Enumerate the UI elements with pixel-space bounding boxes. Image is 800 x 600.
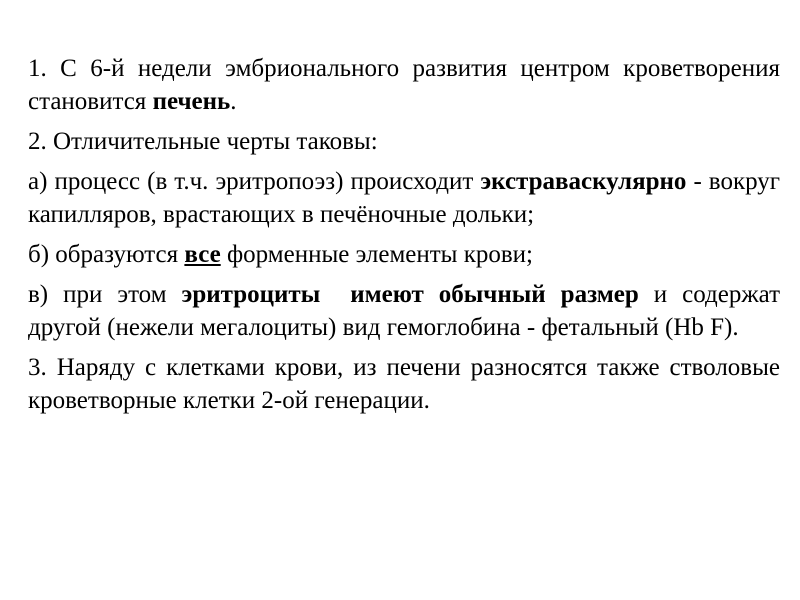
paragraph-3-text: а) процесс (в т.ч. эритропоэз) происходит [28,168,481,195]
paragraph-4 [28,238,780,271]
paragraph-4-tail: форменные элементы крови; [220,241,533,268]
paragraph-5-emphasis: эритроциты имеют обычный размер [181,281,639,308]
paragraph-2-text: 2. Отличительные черты таковы: [28,128,378,155]
paragraph-4-text: б) образуются [28,241,185,268]
paragraph-5-tail: и содержат другой (нежели мегалоциты) вид гемоглобина - фетальный (Hb F). [28,281,780,341]
paragraph-3 [28,165,780,231]
paragraph-5 [28,278,780,344]
paragraph-5-text: в) при этом [28,281,182,308]
paragraph-6 [28,351,780,417]
slide-content [28,52,780,424]
paragraph-1 [28,52,780,118]
paragraph-2 [28,125,780,158]
paragraph-1-text: 1. С 6-й недели эмбрионального развития центром кроветворения становится [28,55,780,115]
paragraph-6-text: 3. Наряду с клетками крови, из печени разносятся также стволовые кроветворные клетки 2-ой генерации. [28,354,780,414]
paragraph-1-emphasis: печень [152,88,231,115]
paragraph-3-emphasis: экстраваскулярно [480,168,687,195]
paragraph-3-tail: - вокруг капилляров, врастающих в печёночные дольки; [28,168,781,228]
paragraph-1-tail: . [230,88,237,115]
paragraph-4-emphasis: все [184,241,221,268]
